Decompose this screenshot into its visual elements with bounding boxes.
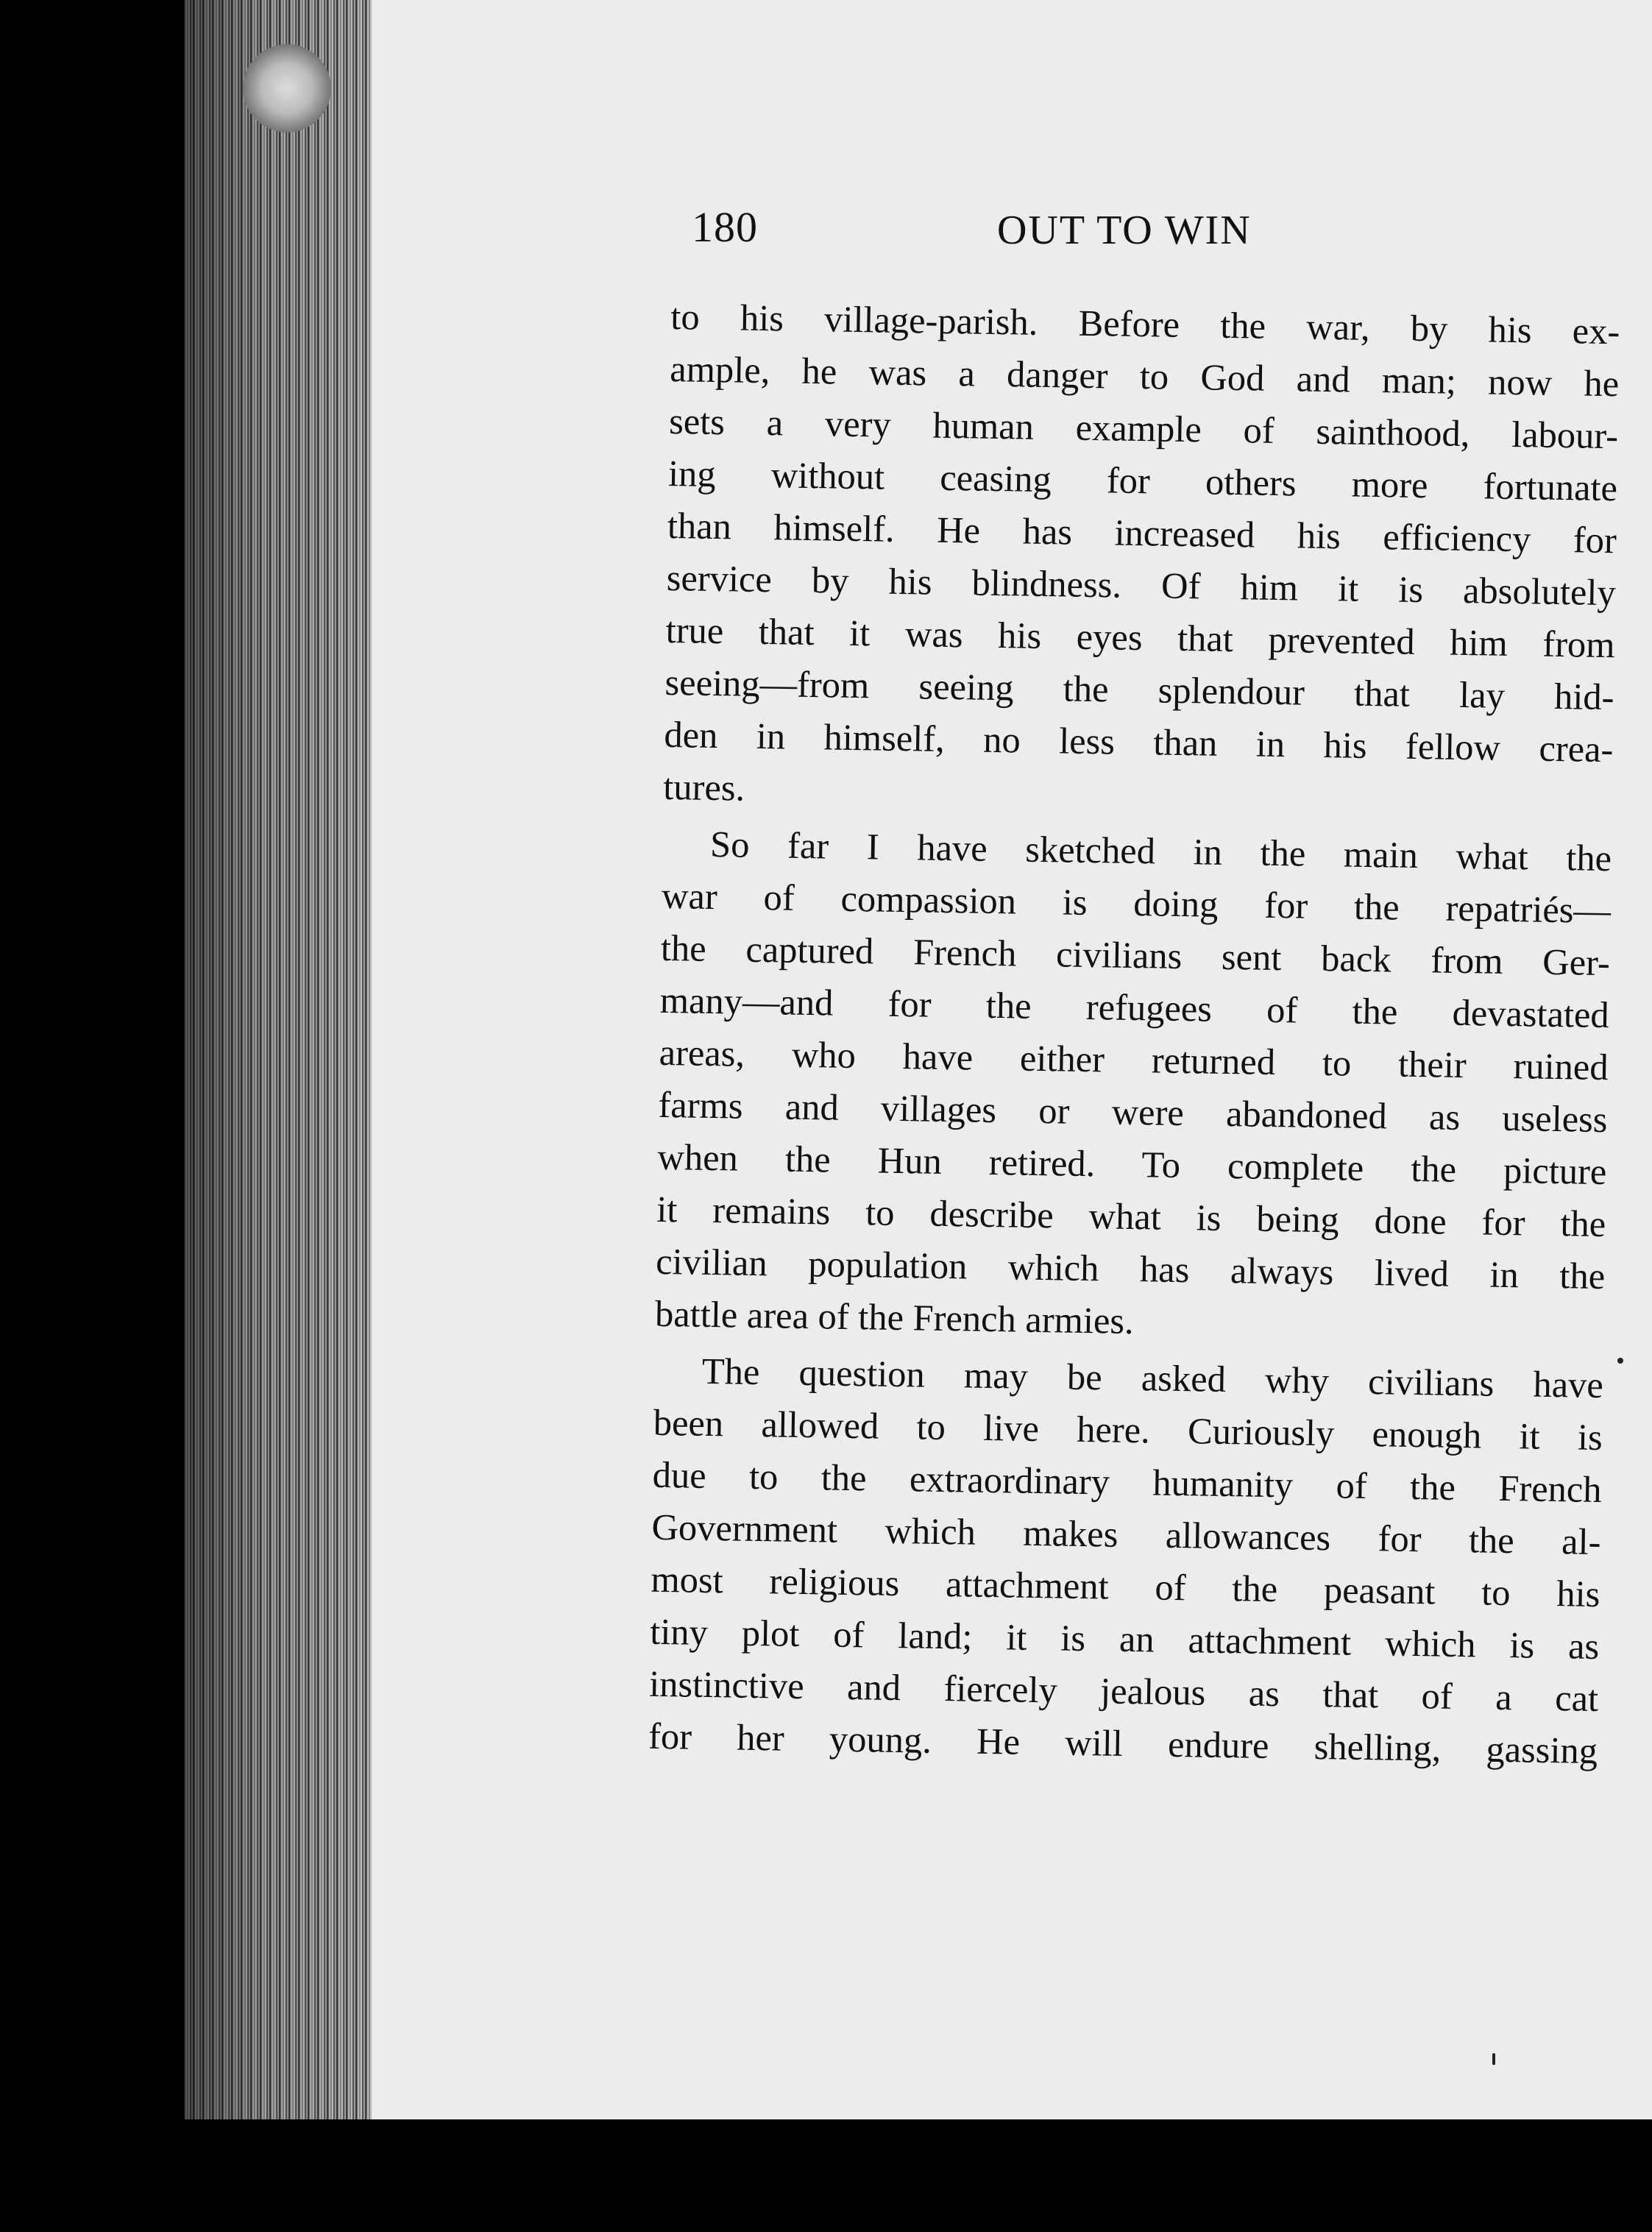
text-line: most religious attachment of the peasant to his — [650, 1558, 1600, 1615]
dust-speck — [1617, 1358, 1623, 1364]
text-line: civilian population which has always lived in the — [655, 1240, 1606, 1297]
text-line: than himself. He has increased his efficiency for — [667, 504, 1617, 561]
text-line: war of compassion is doing for the repatriés— — [661, 874, 1612, 932]
text-line: the captured French civilians sent back from Ger- — [660, 927, 1611, 984]
body-text — [648, 291, 1620, 1777]
text-line: it remains to describe what is being done for the — [656, 1188, 1606, 1245]
text-line: ample, he was a danger to God and man; now he — [669, 347, 1620, 405]
text-line: tiny plot of land; it is an attachment which is as — [649, 1610, 1600, 1668]
text-line: seeing—from seeing the splendour that lay hid- — [664, 661, 1614, 718]
text-line: farms and villages or were abandoned as useless — [658, 1083, 1608, 1141]
text-line: to his village-parish. Before the war, by his ex- — [670, 295, 1620, 352]
text-line: been allowed to live here. Curiously enough it is — [653, 1401, 1603, 1459]
paragraph-2 — [655, 818, 1612, 1355]
page-number: 180 — [692, 203, 758, 251]
page-edges-shadow — [184, 0, 383, 2119]
page-header — [692, 202, 1604, 261]
text-line: instinctive and fiercely jealous as that of a cat — [648, 1662, 1599, 1720]
text-line: The question may be asked why civilians have — [701, 1350, 1604, 1406]
text-line: tures. — [662, 765, 745, 809]
text-line: many—and for the refugees of the devastated — [659, 979, 1610, 1036]
text-line: sets a very human example of sainthood, labour- — [668, 400, 1619, 457]
text-line: areas, who have either returned to their ruined — [659, 1031, 1609, 1088]
text-line: battle area of the French armies. — [654, 1292, 1135, 1342]
running-title: OUT TO WIN — [997, 208, 1252, 253]
text-line: true that it was his eyes that prevented him from — [665, 609, 1616, 666]
text-line: for her young. He will endure shelling, gassing — [648, 1715, 1598, 1772]
text-line: So far I have sketched in the main what the — [709, 823, 1612, 879]
text-line: service by his blindness. Of him it is absolutely — [666, 556, 1617, 614]
text-line: Government which makes allowances for the al- — [651, 1506, 1601, 1563]
text-line: when the Hun retired. To complete the picture — [657, 1136, 1607, 1193]
dust-speck — [1492, 2053, 1495, 2065]
ink-blot — [243, 44, 331, 132]
bottom-shadow-band — [0, 2119, 1652, 2232]
paragraph-1 — [663, 291, 1620, 828]
paragraph-3 — [648, 1344, 1604, 1777]
text-line: due to the extraordinary humanity of the French — [652, 1453, 1603, 1511]
text-line: den in himself, no less than in his fellow crea- — [664, 713, 1614, 770]
text-line: ing without ceasing for others more fortunate — [667, 452, 1618, 509]
